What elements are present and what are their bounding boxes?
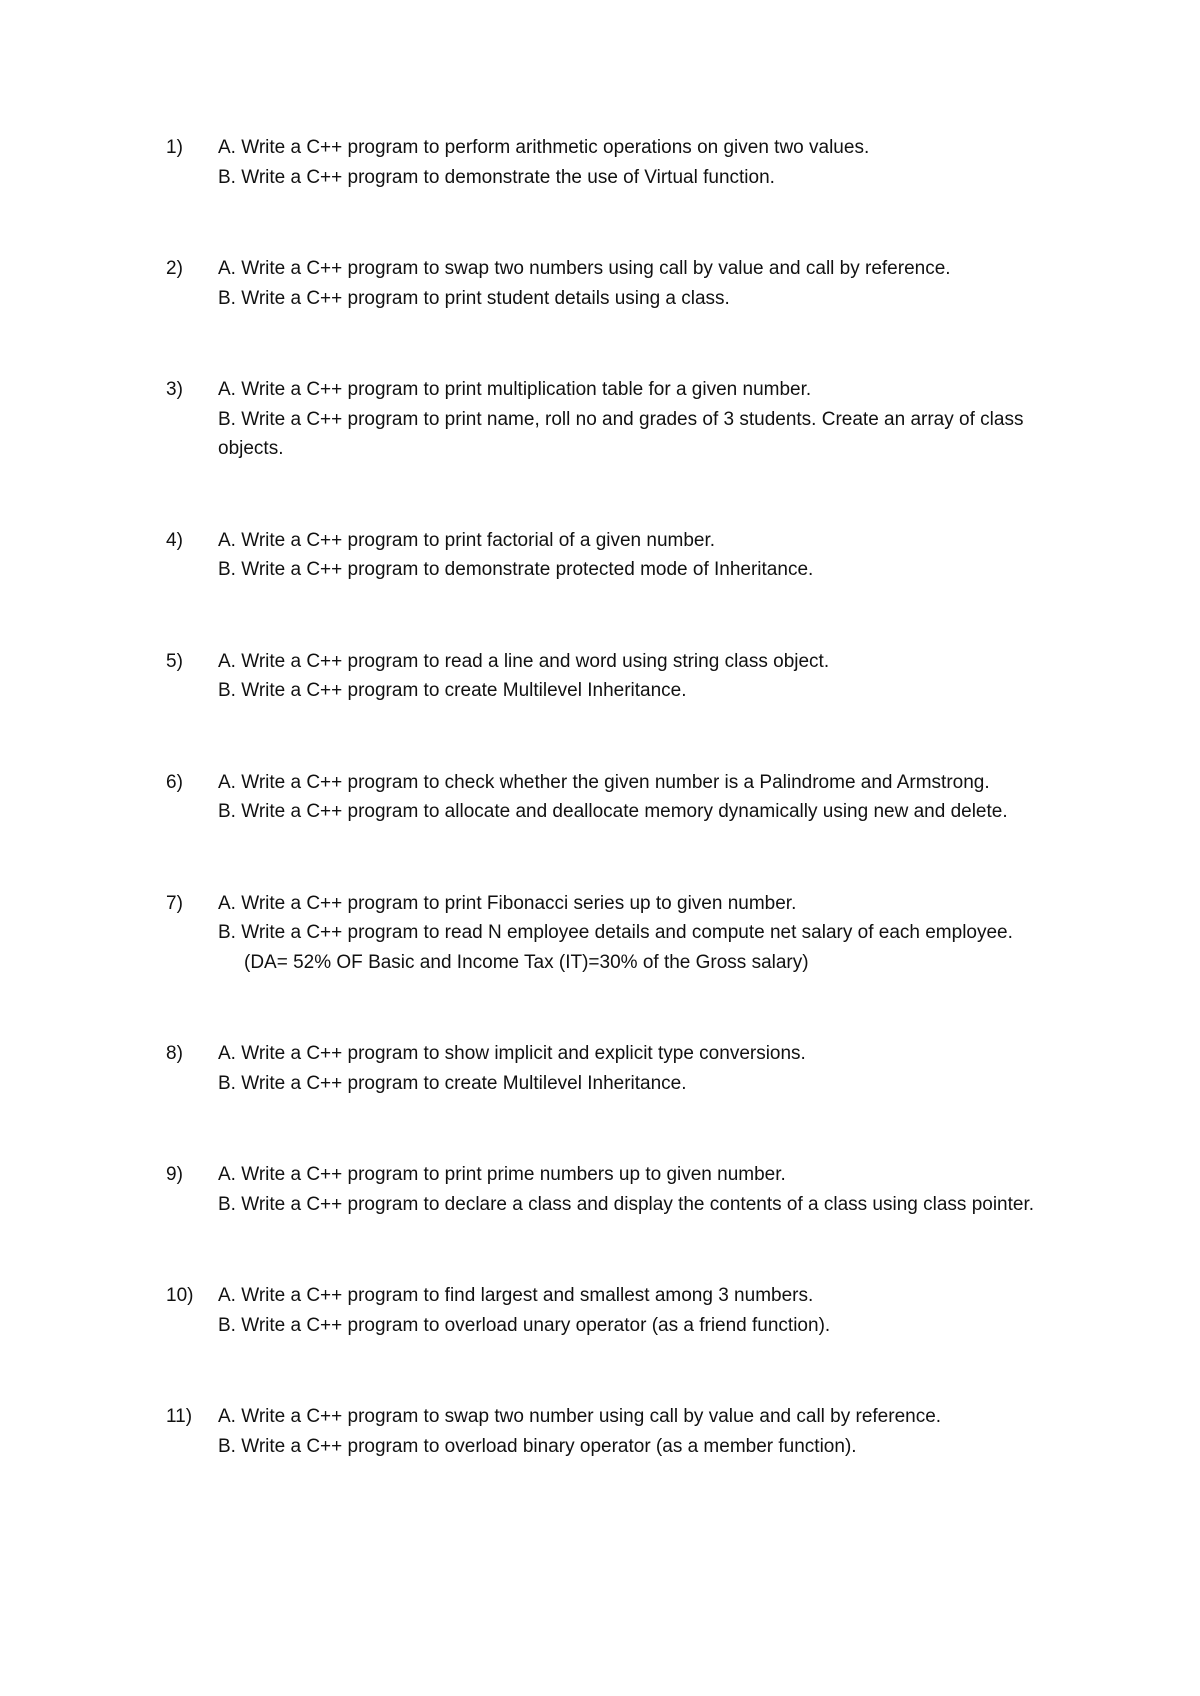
question-number: 5) (166, 650, 183, 672)
question-number: 11) (166, 1406, 193, 1427)
question-part-b: B. Write a C++ program to read N employee details and compute net salary of each employee. (218, 922, 1013, 943)
question-list (166, 133, 1066, 1523)
question-part-b: B. Write a C++ program to create Multilevel Inheritance. (218, 680, 687, 701)
question-item (166, 1039, 1066, 1098)
question-item (166, 1160, 1066, 1219)
question-part-b: B. Write a C++ program to overload binary operator (as a member function). (218, 1435, 857, 1457)
question-body (218, 254, 1066, 313)
question-body (218, 526, 1066, 585)
question-body (218, 133, 1066, 192)
question-item (166, 889, 1066, 978)
question-body (218, 1039, 1066, 1098)
question-body (218, 1281, 1066, 1340)
question-number: 8) (166, 1043, 183, 1064)
question-item (166, 526, 1066, 585)
question-part-b: B. Write a C++ program to demonstrate the use of Virtual function. (218, 166, 775, 188)
question-part-a: A. Write a C++ program to print prime numbers up to given number. (218, 1164, 786, 1185)
question-number: 1) (166, 137, 183, 158)
question-part-b: B. Write a C++ program to overload unary operator (as a friend function). (218, 1314, 831, 1336)
question-part-a: A. Write a C++ program to show implicit and explicit type conversions. (218, 1043, 806, 1064)
question-item (166, 375, 1066, 464)
question-part-b: B. Write a C++ program to demonstrate protected mode of Inheritance. (218, 559, 814, 580)
question-item (166, 254, 1066, 313)
question-number: 10) (166, 1285, 194, 1306)
question-number: 7) (166, 892, 183, 914)
question-note: (DA= 52% OF Basic and Income Tax (IT)=30% of the Gross salary) (244, 951, 809, 973)
question-part-a: A. Write a C++ program to print Fibonacci series up to given number. (218, 892, 797, 914)
question-body (218, 647, 1066, 706)
question-part-a: A. Write a C++ program to find largest and smallest among 3 numbers. (218, 1285, 814, 1306)
question-part-a: A. Write a C++ program to swap two number using call by value and call by reference. (218, 1406, 942, 1427)
question-number: 9) (166, 1164, 183, 1185)
question-part-a: A. Write a C++ program to perform arithmetic operations on given two values. (218, 137, 870, 158)
question-number: 2) (166, 258, 183, 279)
question-body (218, 889, 1066, 978)
question-number: 4) (166, 529, 183, 551)
question-part-b: B. Write a C++ program to declare a class and display the contents of a class using class pointer. (218, 1193, 1035, 1215)
question-number: 3) (166, 379, 183, 400)
question-part-b: B. Write a C++ program to print name, roll no and grades of 3 students. Create an array of class objects. (218, 408, 1024, 459)
question-body (218, 1402, 1066, 1461)
question-item (166, 1281, 1066, 1340)
question-part-b: B. Write a C++ program to print student details using a class. (218, 287, 730, 309)
question-part-b: B. Write a C++ program to create Multilevel Inheritance. (218, 1072, 687, 1094)
question-part-a: A. Write a C++ program to print factorial of a given number. (218, 529, 716, 551)
question-item (166, 768, 1066, 827)
question-item (166, 647, 1066, 706)
question-body (218, 768, 1066, 827)
question-item (166, 133, 1066, 192)
question-body (218, 1160, 1066, 1219)
question-body (218, 375, 1066, 464)
question-part-a: A. Write a C++ program to print multiplication table for a given number. (218, 379, 812, 400)
question-part-a: A. Write a C++ program to check whether the given number is a Palindrome and Armstrong. (218, 771, 990, 793)
question-part-a: A. Write a C++ program to read a line and word using string class object. (218, 650, 830, 672)
question-item (166, 1402, 1066, 1461)
question-part-a: A. Write a C++ program to swap two numbers using call by value and call by reference. (218, 258, 951, 279)
question-number: 6) (166, 771, 183, 793)
question-part-b: B. Write a C++ program to allocate and deallocate memory dynamically using new and delete. (218, 801, 1008, 822)
